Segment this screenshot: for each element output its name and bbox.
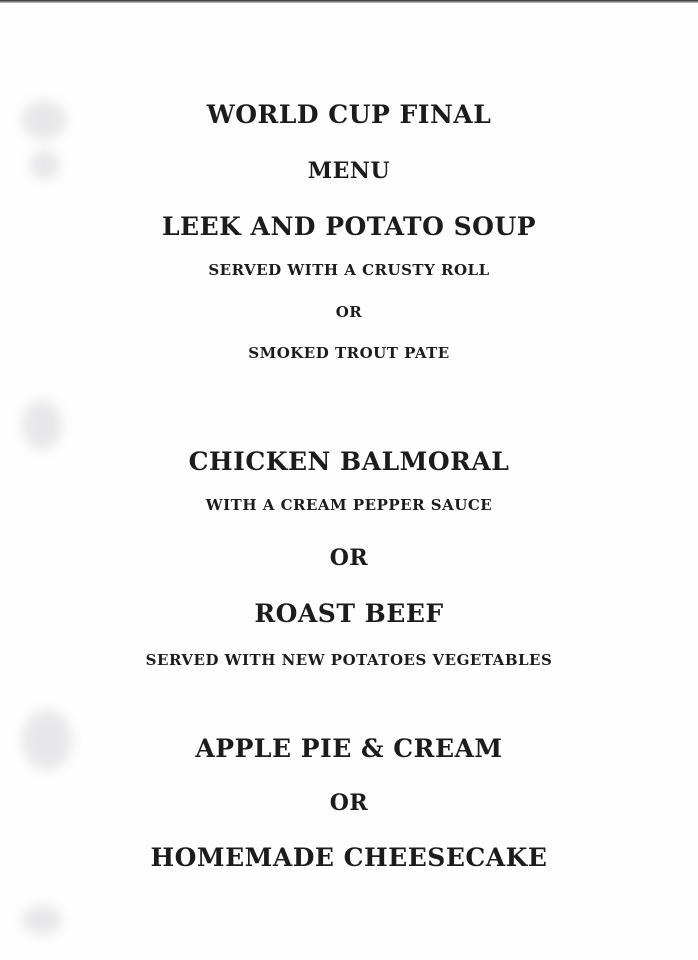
scan-smudge bbox=[22, 400, 62, 450]
starter-option-1: LEEK AND POTATO SOUP bbox=[161, 212, 537, 241]
scan-top-edge bbox=[0, 0, 698, 3]
main-option-1: CHICKEN BALMORAL bbox=[188, 447, 510, 476]
menu-subtitle: MENU bbox=[307, 158, 391, 184]
dessert-option-1: APPLE PIE & CREAM bbox=[195, 734, 503, 763]
dessert-or: OR bbox=[329, 790, 369, 816]
starter-or: OR bbox=[335, 303, 363, 321]
menu-title: WORLD CUP FINAL bbox=[206, 100, 492, 129]
starter-option-1-note: SERVED WITH A CRUSTY ROLL bbox=[208, 261, 490, 279]
scan-smudge bbox=[22, 905, 62, 935]
dessert-option-2: HOMEMADE CHEESECAKE bbox=[150, 843, 548, 872]
main-option-2: ROAST BEEF bbox=[254, 599, 444, 628]
main-option-1-note: WITH A CREAM PEPPER SAUCE bbox=[205, 496, 493, 514]
starter-option-2: SMOKED TROUT PATE bbox=[248, 344, 450, 362]
main-option-2-note: SERVED WITH NEW POTATOES VEGETABLES bbox=[145, 651, 553, 669]
main-or: OR bbox=[329, 545, 369, 571]
